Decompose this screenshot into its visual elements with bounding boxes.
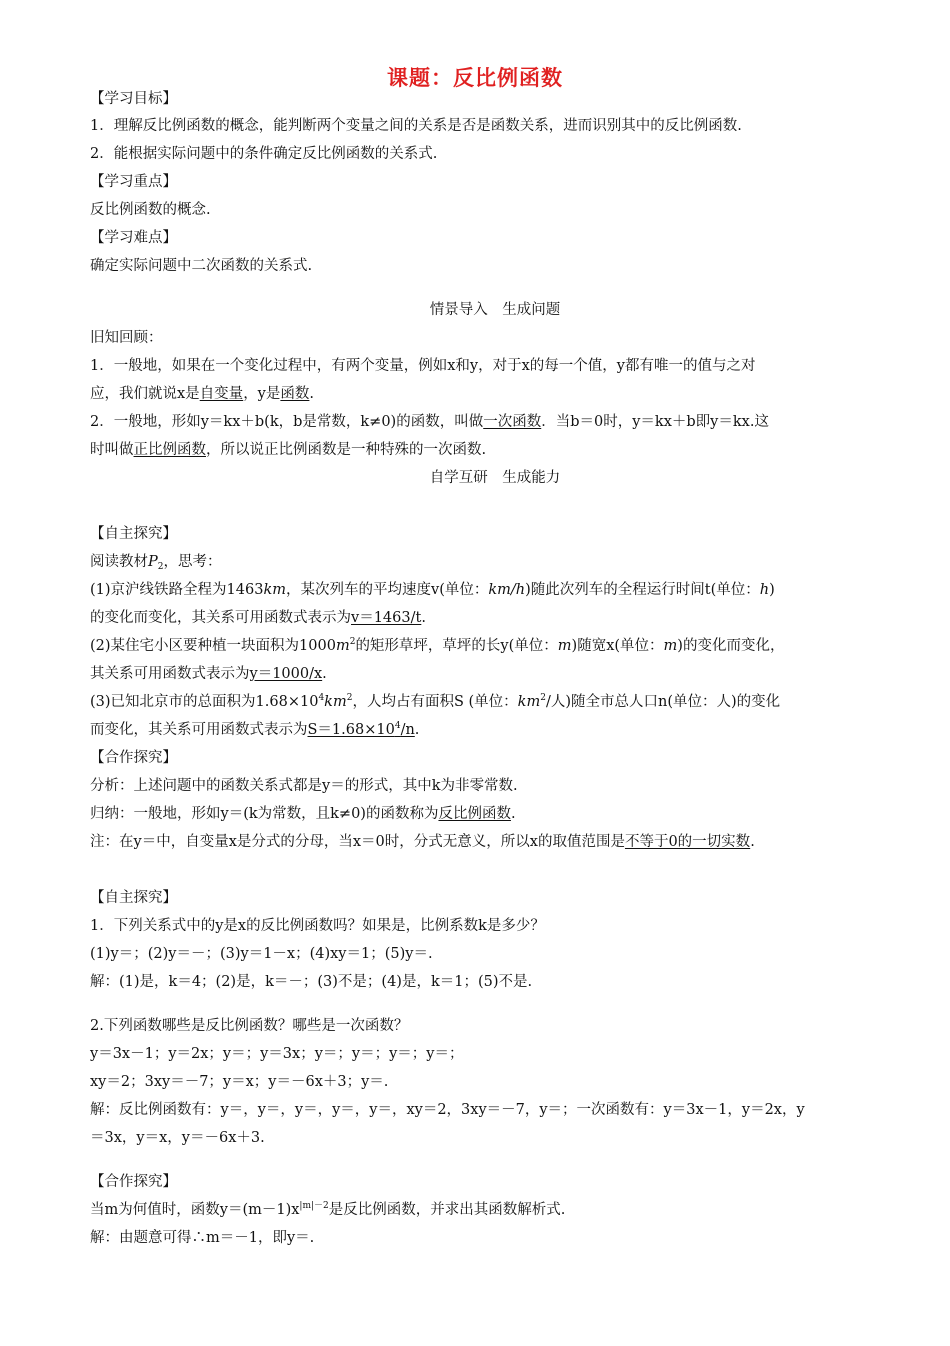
q2-line2: 其关系可用函数式表示为y＝1000/x. bbox=[90, 666, 327, 682]
keypoint-heading: 【学习重点】 bbox=[90, 174, 177, 190]
section2-title: 自学互研 生成能力 bbox=[429, 470, 561, 486]
goal-item-2: 2．能根据实际问题中的条件确定反比例函数的关系式. bbox=[90, 146, 438, 162]
exercise2-answer-1: 解：反比例函数有：y＝，y＝，y＝，y＝，y＝，xy＝2，3xy＝－7，y＝；一次函数有：y＝3x－1，y＝2x，y bbox=[90, 1102, 805, 1118]
answer-domain: 不等于0的一切实数 bbox=[624, 834, 751, 850]
answer-direct-proportion: 正比例函数 bbox=[133, 442, 206, 458]
goal-item-1: 1．理解反比例函数的概念，能判断两个变量之间的关系是否是函数关系，进而识别其中的反比例函数. bbox=[90, 118, 742, 134]
keypoint-text: 反比例函数的概念. bbox=[90, 202, 211, 218]
answer-function: 函数 bbox=[280, 386, 310, 402]
note-text: 注：在y＝中，自变量x是分式的分母，当x＝0时，分式无意义，所以x的取值范围是不等于0的一切实数. bbox=[90, 834, 755, 850]
answer-q1: v＝1463/t bbox=[351, 610, 422, 626]
answer-q2: y＝1000/x bbox=[249, 666, 323, 682]
q3-line2: 而变化，其关系可用函数式表示为$S=1.68\times 10^4/n$. bbox=[90, 721, 420, 738]
review-p1-line1: 1．一般地，如果在一个变化过程中，有两个变量，例如x和y，对于x的每一个值，y都有唯一的值与之对 bbox=[90, 358, 756, 374]
read-instruction: 阅读教材$P_2$，思考： bbox=[90, 554, 222, 572]
answer-inverse-function: 反比例函数 bbox=[438, 806, 511, 822]
review-label: 旧知回顾： bbox=[90, 330, 163, 346]
q1-line1: (1)京沪线铁路全程为1463km，某次列车的平均速度v(单位：km/h)随此次列车的全程运行时间t(单位：h) bbox=[90, 582, 775, 598]
exercise1-list: (1)y＝；(2)y＝－；(3)y＝1－x；(4)xy＝1；(5)y＝. bbox=[90, 946, 433, 962]
answer-q3: $S=1.68\times 10^4/n$ bbox=[307, 721, 415, 738]
explore1-heading: 【自主探究】 bbox=[90, 526, 177, 542]
analysis-text: 分析：上述问题中的函数关系式都是y＝的形式，其中k为非零常数. bbox=[90, 778, 518, 794]
q1-line2: 的变化而变化，其关系可用函数式表示为v＝1463/t. bbox=[90, 610, 426, 626]
difficulty-heading: 【学习难点】 bbox=[90, 230, 177, 246]
exercise2-list-1: y＝3x－1；y＝2x；y＝；y＝3x；y＝；y＝；y＝；y＝； bbox=[90, 1046, 464, 1062]
answer-linear-function: 一次函数 bbox=[483, 414, 542, 430]
exercise2-list-2: xy＝2；3xy＝－7；y＝x；y＝－6x＋3；y＝. bbox=[90, 1074, 389, 1090]
exercise2-question: 2.下列函数哪些是反比例函数？哪些是一次函数？ bbox=[90, 1018, 409, 1034]
coop2-answer: 解：由题意可得∴m＝－1，即y＝. bbox=[90, 1230, 315, 1246]
answer-independent-variable: 自变量 bbox=[199, 386, 244, 402]
coop2-heading: 【合作探究】 bbox=[90, 1174, 177, 1190]
coop2-question: 当m为何值时，函数$y=(m-1)x^{|m|-2}$是反比例函数，并求出其函数解析式. bbox=[90, 1201, 566, 1218]
exercise1-answer: 解：(1)是，k＝4；(2)是，k＝－；(3)不是；(4)是，k＝1；(5)不是. bbox=[90, 974, 533, 990]
review-p2-line2: 时叫做正比例函数，所以说正比例函数是一种特殊的一次函数. bbox=[90, 442, 487, 458]
q3-line1: (3)已知北京市的总面积为$1.68\times 10^4km^2$，人均占有面积S (单位：$km^2/$人)随全市总人口n(单位：人)的变化 bbox=[90, 693, 781, 710]
exercise2-answer-2: ＝3x，y＝x，y＝－6x＋3. bbox=[90, 1130, 265, 1146]
lesson-title: 课题：反比例函数 bbox=[387, 66, 563, 90]
induction-text: 归纳：一般地，形如y＝(k为常数，且k≠0)的函数称为反比例函数. bbox=[90, 806, 516, 822]
difficulty-text: 确定实际问题中二次函数的关系式. bbox=[90, 258, 313, 274]
review-p2-line1: 2．一般地，形如y＝kx＋b(k，b是常数，k≠0)的函数，叫做一次函数．当b＝0时，y＝kx＋b即y＝kx.这 bbox=[90, 414, 769, 430]
explore2-heading: 【自主探究】 bbox=[90, 890, 177, 906]
review-p1-line2: 应，我们就说x是自变量，y是函数. bbox=[90, 386, 314, 402]
coop1-heading: 【合作探究】 bbox=[90, 750, 177, 766]
q2-line1: (2)某住宅小区要种植一块面积为$1000m^2$的矩形草坪，草坪的长y(单位：m)随宽x(单位：m)的变化而变化， bbox=[90, 637, 785, 654]
section1-title: 情景导入 生成问题 bbox=[429, 302, 561, 318]
exercise1-question: 1．下列关系式中的y是x的反比例函数吗？如果是，比例系数k是多少？ bbox=[90, 918, 545, 934]
goals-heading: 【学习目标】 bbox=[90, 91, 177, 107]
